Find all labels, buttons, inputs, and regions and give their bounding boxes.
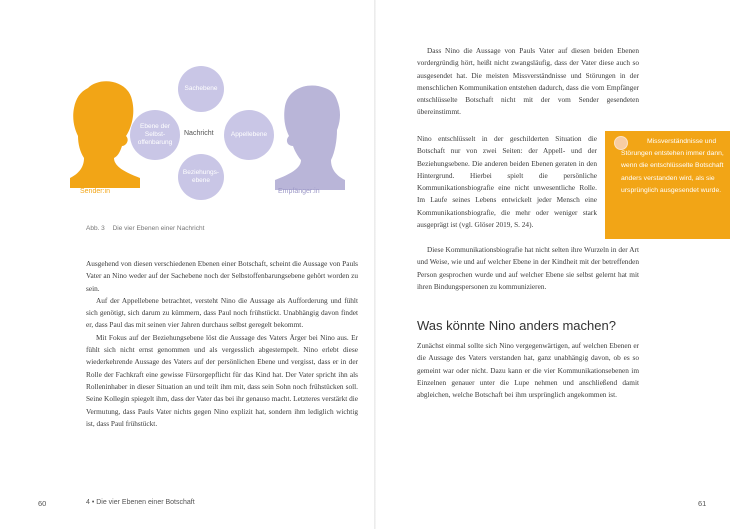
running-head: 4 • Die vier Ebenen einer Botschaft bbox=[86, 499, 195, 506]
bubble-beziehungsebene: Beziehungs-ebene bbox=[178, 154, 224, 200]
bubble-appellebene: Appellebene bbox=[224, 110, 274, 160]
right-paragraph-4: Zunächst einmal sollte sich Nino vergegenwärtigen, auf welchen Ebenen er die Aussage des Vaters verstanden hat, ganz unabhängig davon, ob es so gemeint war oder nicht. Dazu kann er die vier Kommunikationsebenen im Einzelnen genauer unter die Lupe nehmen und anschließend damit abgleichen, welche Botschaft bei ihm ursprünglich angekommen ist. bbox=[417, 341, 639, 400]
book-spine bbox=[374, 0, 376, 529]
right-paragraph-3: Diese Kommunikationsbiografie hat nicht selten ihre Wurzeln in der Art und Weise, wie und auf welcher Ebene in der Kindheit mit der betreffenden Person gesprochen wurde und auf welcher Ebene sie selbst gelernt hat mit ihren Bindungspersonen zu kommunizieren. bbox=[417, 245, 639, 291]
section-heading: Was könnte Nino anders machen? bbox=[417, 318, 616, 333]
left-paragraph-1: Ausgehend von diesen verschiedenen Ebenen einer Botschaft, scheint die Aussage von Pauls Vater an Nino weder auf der Sachebene noch der Selbstoffenbarungsebene gehört worden zu sein. bbox=[86, 259, 358, 293]
sender-label: Sender:in bbox=[80, 188, 110, 195]
page-number-left: 60 bbox=[38, 499, 47, 508]
figure-caption bbox=[86, 225, 204, 232]
right-paragraph-2: Nino entschlüsselt in der geschilderten Situation die Botschaft nur von zwei Seiten: der Appell- und der Beziehungsebene. Die anderen beiden Ebenen geraten in den Hintergrund. Hierbei spielt die persönliche Kommunikationsbiografie eine nicht unwesentliche Rolle. Im Laufe seines Lebens entwickelt jeder Mensch eine Kommunikationsbiografie, die mehr oder weniger stark ausgeprägt ist (vgl. Glöser 2019, S. 24). bbox=[417, 134, 597, 230]
callout-box bbox=[605, 131, 730, 239]
bubble-sachebene: Sachebene bbox=[178, 66, 224, 112]
left-paragraph-3: Mit Fokus auf der Beziehungsebene löst die Aussage des Vaters Ärger bei Nino aus. Er fühlt sich nicht ernst genommen und als vergesslich abgestempelt. Nino erlebt diese wiederkehrende Aussage des Vaters auf der persönlichen Ebene und vergisst, dass er in der Rolle der Fachkraft eine gewisse Fürsorgepflicht für das Kind hat. Der Vater spricht ihn als Rolleninhaber in dieser Situation an und teilt ihm mit, dass sein Sohn noch frühstücken soll. Seine Kollegin spiegelt ihm, dass der Vater das bei ihr genauso macht. Letzteres verstärkt die Vermutung, dass Pauls Vater nichts gegen Nino explizit hat, sondern ihm lediglich wichtig ist, dass Paul frühstückt. bbox=[86, 332, 358, 428]
receiver-head-silhouette bbox=[275, 80, 345, 190]
callout-text: Missverständnisse und Störungen entstehen immer dann, wenn die entschlüsselte Botschaft anders verstanden wird, als sie ursprünglich ausgesendet wurde. bbox=[621, 138, 724, 194]
caption-text: Die vier Ebenen einer Nachricht bbox=[112, 225, 205, 232]
bubble-selbstoffenbarung: Ebene der Selbst-offenbarung bbox=[130, 110, 180, 160]
page-number-right: 61 bbox=[698, 499, 707, 508]
right-paragraph-1: Dass Nino die Aussage von Pauls Vater auf diesen beiden Ebenen vordergründig hört, heißt nicht zwangsläufig, dass der Vater diese auch so ausgesendet hat. Die meisten Missverständnisse und Störungen in der menschlichen Kommunikation entstehen dadurch, dass die vom Empfänger entschlüsselte Botschaft nicht mit der vom Sender gesendeten übereinstimmt. bbox=[417, 46, 639, 117]
four-levels-figure bbox=[60, 58, 350, 218]
left-paragraph-2: Auf der Appellebene betrachtet, versteht Nino die Aussage als Aufforderung und fühlt sich genötigt, sich darum zu kümmern, dass Paul noch frühstückt. Unabhängig davon findet er, dass Paul das mit seinen vier Jahren durchaus selbst geregelt bekommt. bbox=[86, 295, 358, 330]
receiver-label: Empfänger:in bbox=[278, 188, 320, 195]
caption-number: Abb. 3 bbox=[86, 225, 105, 232]
left-body-text bbox=[86, 258, 358, 430]
center-label-nachricht: Nachricht bbox=[184, 130, 214, 137]
